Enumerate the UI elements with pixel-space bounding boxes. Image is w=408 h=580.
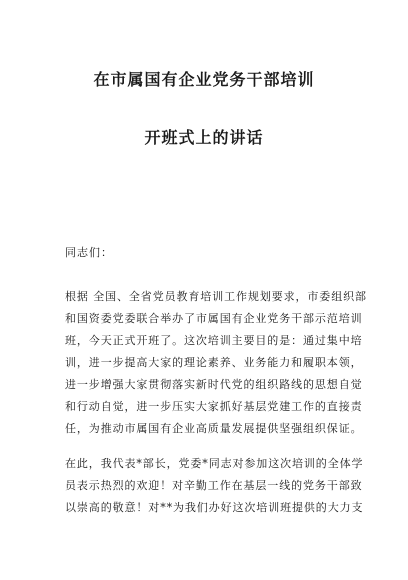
paragraph-line: 任，为推动市属国有企业高质量发展提供坚强组织保证。 xyxy=(65,422,363,435)
paragraph-line: 和行动自觉，进一步压实大家抓好基层党建工作的直接责 xyxy=(65,400,363,413)
salutation: 同志们： xyxy=(65,246,113,259)
document-title-line-1: 在市属国有企业党务干部培训 xyxy=(93,70,315,89)
document-title-line-2: 开班式上的讲话 xyxy=(144,128,264,147)
paragraph-line: 员表示热烈的欢迎！对辛勤工作在基层一线的党务干部致 xyxy=(65,479,363,492)
body-paragraph-1 xyxy=(65,286,365,440)
paragraph-line: 训，进一步提高大家的理论素养、业务能力和履职本领， xyxy=(65,356,363,369)
paragraph-line: 和国资委党委联合举办了市属国有企业党务干部示范培训 xyxy=(65,312,363,325)
paragraph-line: 在此，我代表*部长，党委*同志对参加这次培训的全体学 xyxy=(65,457,364,470)
paragraph-line: 根据 全国、全省党员教育培训工作规划要求，市委组织部 xyxy=(65,290,367,303)
paragraph-line: 进一步增强大家贯彻落实新时代党的组织路线的思想自觉 xyxy=(65,378,363,391)
body-paragraph-2 xyxy=(65,453,365,519)
paragraph-line: 以崇高的敬意！对**为我们办好这次培训班提供的大力支 xyxy=(65,501,364,514)
paragraph-line: 班，今天正式开班了。这次培训主要目的是：通过集中培 xyxy=(65,334,363,347)
